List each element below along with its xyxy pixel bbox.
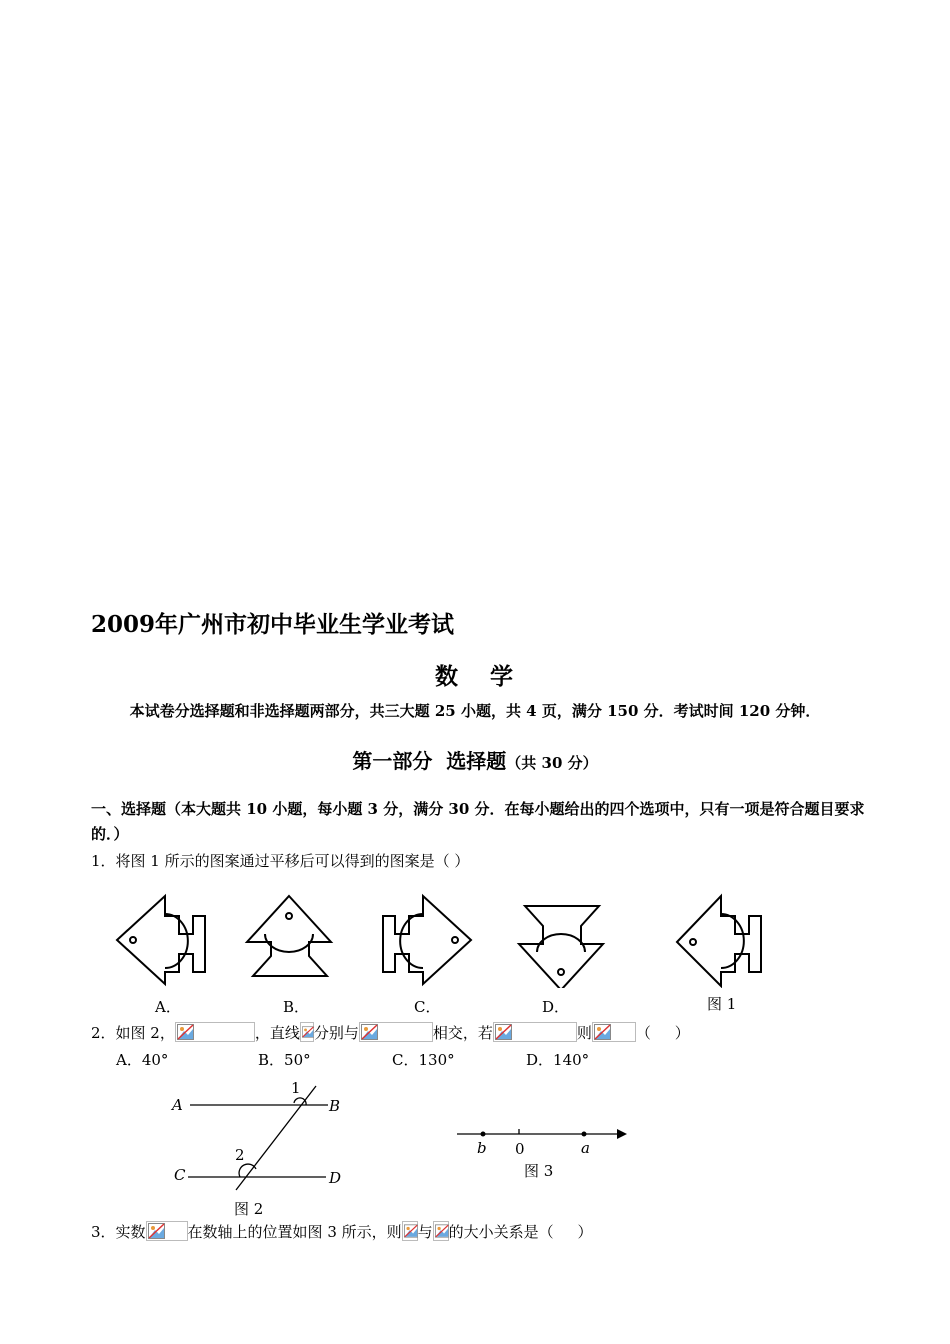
broken-image-icon <box>402 1221 418 1241</box>
label-c: C <box>174 1166 186 1184</box>
figure-a-fish <box>117 896 205 984</box>
broken-image-icon <box>175 1022 255 1042</box>
section-heading: 一、选择题（本大题共 10 小题，每小题 3 分，满分 30 分．在每小题给出的四个选项中，只有一项是符合题目要求的．） <box>91 800 865 843</box>
label-zero: 0 <box>515 1140 525 1158</box>
part-title: 第一部分 选择题 <box>352 749 507 773</box>
broken-image-icon <box>493 1022 577 1042</box>
broken-image-icon <box>146 1221 188 1241</box>
label-angle-1: 1 <box>291 1079 301 1097</box>
figure-c-fish <box>383 896 471 984</box>
q1-option-b: B． <box>283 998 310 1016</box>
question-1-text: 1．将图 1 所示的图案通过平移后可以得到的图案是（ ） <box>91 852 470 870</box>
exam-title: 2009年广州市初中毕业生学业考试 <box>91 611 455 638</box>
q1-option-a: A． <box>155 998 181 1016</box>
question-3-text <box>91 1221 593 1242</box>
q1-option-d: D． <box>542 998 570 1016</box>
part-score: （共 30 分） <box>506 754 598 772</box>
q2-mid1: ，直线 <box>254 1024 300 1042</box>
broken-image-icon <box>433 1221 449 1241</box>
q2-paren: （ ） <box>635 1024 690 1042</box>
broken-image-icon <box>592 1022 636 1042</box>
label-b: B <box>329 1097 341 1115</box>
label-b-point: b <box>477 1139 487 1157</box>
q2-mid4: 则 <box>576 1024 592 1042</box>
question-2-text <box>91 1022 690 1043</box>
label-a: A <box>172 1096 183 1114</box>
q2-option-c: C．130° <box>392 1051 455 1069</box>
q3-mid1: 在数轴上的位置如图 3 所示，则 <box>187 1223 402 1241</box>
subject-title: 数 学 <box>434 663 516 690</box>
q2-option-b: B．50° <box>258 1051 311 1069</box>
question-1-figures <box>105 888 785 988</box>
q1-option-c: C． <box>414 998 441 1016</box>
q2-mid3: 相交，若 <box>432 1024 493 1042</box>
part-heading <box>0 745 950 774</box>
point-b <box>481 1132 486 1137</box>
figure-3-caption: 图 3 <box>524 1162 554 1180</box>
figure-b-fish <box>247 896 331 976</box>
figure-1-caption: 图 1 <box>707 995 737 1013</box>
label-d: D <box>329 1169 342 1187</box>
transversal-line <box>236 1086 316 1190</box>
figure-2-caption: 图 2 <box>234 1200 264 1218</box>
q2-mid2: 分别与 <box>313 1024 359 1042</box>
figure-1-fish <box>677 896 761 986</box>
q3-prefix: 3．实数 <box>91 1223 146 1241</box>
figure-d-fish <box>519 906 603 988</box>
point-a <box>582 1132 587 1137</box>
q3-mid3: 的大小关系是（ ） <box>448 1223 593 1241</box>
q2-option-a: A．40° <box>116 1051 169 1069</box>
q3-mid2: 与 <box>417 1223 433 1241</box>
exam-note: 本试卷分选择题和非选择题两部分，共三大题 25 小题，共 4 页，满分 150 分．考试时间 120 分钟． <box>129 702 821 720</box>
q2-option-d: D．140° <box>526 1051 590 1069</box>
broken-image-icon <box>300 1022 314 1042</box>
label-angle-2: 2 <box>235 1146 245 1164</box>
q2-prefix: 2．如图 2， <box>91 1024 175 1042</box>
broken-image-icon <box>359 1022 433 1042</box>
label-a-point: a <box>581 1139 590 1157</box>
